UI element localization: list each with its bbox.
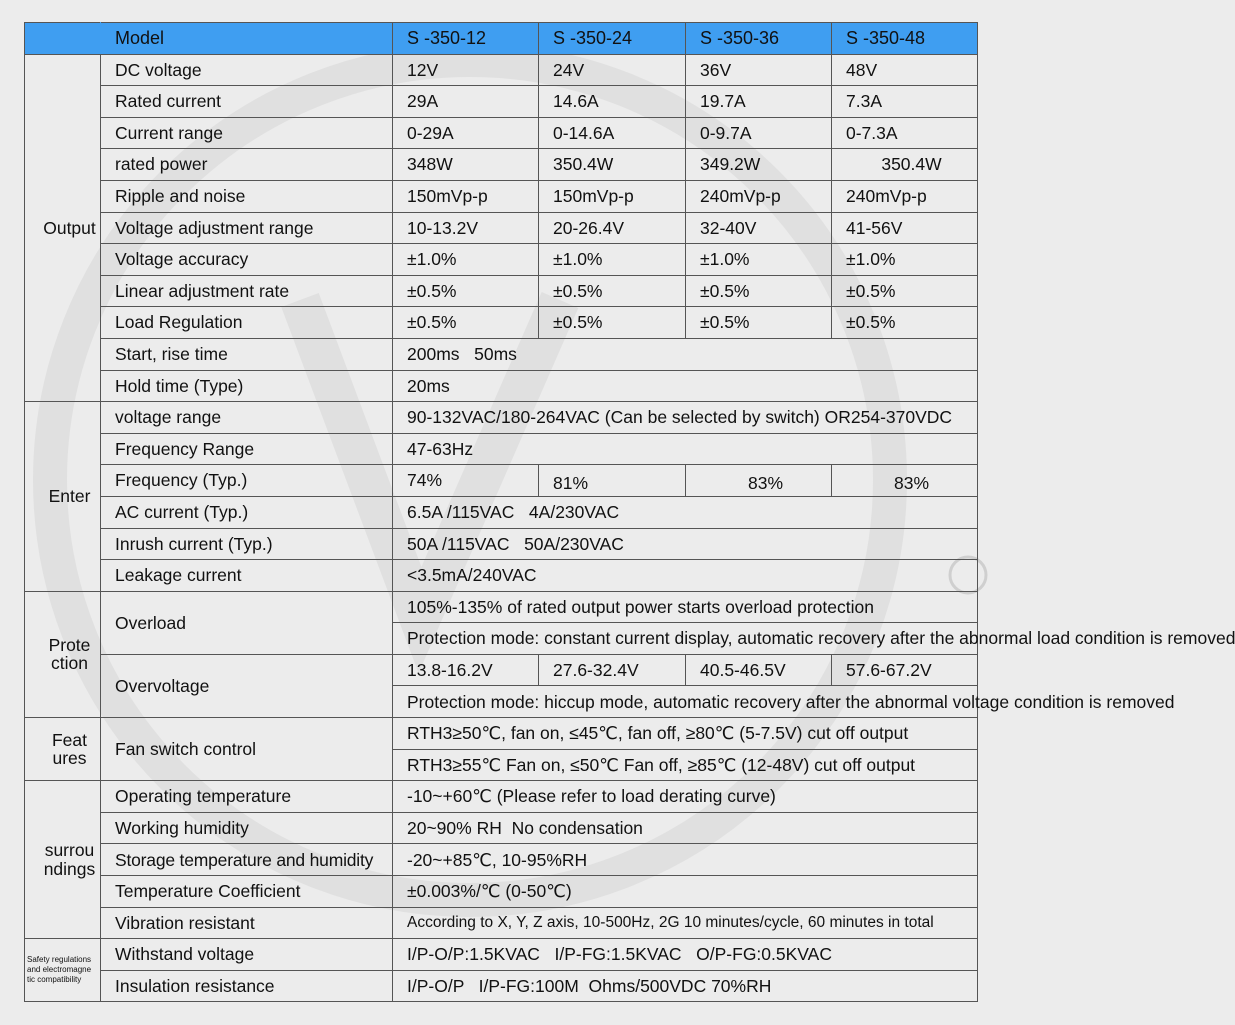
table-row (25, 117, 978, 149)
row-label: Linear adjustment rate (101, 275, 393, 307)
row-label: Load Regulation (101, 307, 393, 339)
table-row (25, 654, 978, 686)
cell-value: 20-26.4V (539, 212, 686, 244)
cell-value: 83% (832, 465, 978, 497)
cell-value: 24V (539, 54, 686, 86)
table-row (25, 907, 978, 939)
category-features (25, 718, 101, 781)
row-label: Start, rise time (101, 338, 393, 370)
cell-value: 10-13.2V (393, 212, 539, 244)
cell-value: ±0.5% (832, 275, 978, 307)
table-row (25, 433, 978, 465)
model-col-3: S -350-36 (686, 23, 832, 55)
cell-value: 32-40V (686, 212, 832, 244)
cell-value: 20ms (393, 370, 978, 402)
cell-value: 0-9.7A (686, 117, 832, 149)
cell-value: 74% (393, 465, 539, 497)
cell-value: 27.6-32.4V (539, 654, 686, 686)
row-label: Overvoltage (101, 654, 393, 717)
table-row (25, 781, 978, 813)
table-row (25, 939, 978, 971)
row-label: Overload (101, 591, 393, 654)
cell-value: 90-132VAC/180-264VAC (Can be selected by switch) OR254-370VDC (393, 402, 978, 434)
table-row (25, 54, 978, 86)
row-label: Voltage adjustment range (101, 212, 393, 244)
table-row (25, 244, 978, 276)
row-label: AC current (Typ.) (101, 496, 393, 528)
cell-value: RTH3≥55℃ Fan on, ≤50℃ Fan off, ≥85℃ (12-48V) cut off output (393, 749, 978, 781)
cell-value: 47-63Hz (393, 433, 978, 465)
cell-value: 7.3A (832, 86, 978, 118)
cell-value: ±0.5% (832, 307, 978, 339)
row-label: DC voltage (101, 54, 393, 86)
cell-value: 57.6-67.2V (832, 654, 978, 686)
cell-value: ±0.5% (686, 307, 832, 339)
category-line: Feat (51, 729, 88, 750)
cell-value: 105%-135% of rated output power starts overload protection (393, 591, 978, 623)
cell-value: ±0.5% (393, 307, 539, 339)
row-label: Frequency Range (101, 433, 393, 465)
cell-value: 13.8-16.2V (393, 654, 539, 686)
cell-value: ±0.003%/℃ (0-50℃) (393, 876, 978, 908)
model-col-2: S -350-24 (539, 23, 686, 55)
cell-value: 349.2W (686, 149, 832, 181)
cell-value: 19.7A (686, 86, 832, 118)
cell-value: 81% (539, 465, 686, 497)
cell-value: 20~90% RH No condensation (393, 812, 978, 844)
cell-value: -10~+60℃ (Please refer to load derating curve) (393, 781, 978, 813)
category-line: tic compatibility (27, 975, 82, 985)
table-row (25, 591, 978, 623)
cell-value: I/P-O/P I/P-FG:100M Ohms/500VDC 70%RH (393, 970, 978, 1002)
row-label: Hold time (Type) (101, 370, 393, 402)
model-col-4: S -350-48 (832, 23, 978, 55)
cell-value: 0-7.3A (832, 117, 978, 149)
table-row (25, 402, 978, 434)
table-row (25, 180, 978, 212)
cell-value: 0-14.6A (539, 117, 686, 149)
model-header: Model (101, 23, 393, 55)
cell-value: ±0.5% (539, 307, 686, 339)
row-label: Current range (101, 117, 393, 149)
cell-value: 350.4W (832, 149, 978, 181)
table-row (25, 970, 978, 1002)
cell-value: 240mVp-p (686, 180, 832, 212)
table-row (25, 528, 978, 560)
table-row (25, 844, 978, 876)
row-label: Operating temperature (101, 781, 393, 813)
category-line: ndings (43, 858, 96, 879)
cell-value: RTH3≥50℃, fan on, ≤45℃, fan off, ≥80℃ (5-7.5V) cut off output (393, 718, 978, 750)
table-row (25, 465, 978, 497)
cell-value: ±0.5% (539, 275, 686, 307)
table-row (25, 876, 978, 908)
table-row (25, 812, 978, 844)
row-label: Vibration resistant (101, 907, 393, 939)
row-label: Rated current (101, 86, 393, 118)
category-line: and electromagne (27, 965, 92, 975)
protection-note: Protection mode: constant current display, automatic recovery after the abnormal load condition is removed (393, 623, 978, 655)
category-line: surrou (44, 840, 95, 861)
row-label: Leakage current (101, 560, 393, 592)
cell-value: 14.6A (539, 86, 686, 118)
row-label: Voltage accuracy (101, 244, 393, 276)
cell-value: -20~+85℃, 10-95%RH (393, 844, 978, 876)
cell-value: 83% (686, 465, 832, 497)
cell-value: ±1.0% (686, 244, 832, 276)
cell-value: 29A (393, 86, 539, 118)
row-label: Fan switch control (101, 718, 393, 781)
model-col-1: S -350-12 (393, 23, 539, 55)
cell-value: 48V (832, 54, 978, 86)
category-line: ction (51, 653, 88, 674)
cell-value: ±1.0% (832, 244, 978, 276)
cell-value: <3.5mA/240VAC (393, 560, 978, 592)
row-label: Insulation resistance (101, 970, 393, 1002)
table-row (25, 370, 978, 402)
protection-note: Protection mode: hiccup mode, automatic recovery after the abnormal voltage condition is removed (393, 686, 978, 718)
row-label: Ripple and noise (101, 180, 393, 212)
header-row (25, 23, 978, 55)
row-label: Inrush current (Typ.) (101, 528, 393, 560)
spec-sheet (24, 22, 1235, 997)
cell-value: 41-56V (832, 212, 978, 244)
category-line: ures (52, 748, 87, 769)
cell-value: 348W (393, 149, 539, 181)
row-label: voltage range (101, 402, 393, 434)
cell-value: ±1.0% (393, 244, 539, 276)
row-label: Temperature Coefficient (101, 876, 393, 908)
category-line: Prote (48, 635, 91, 655)
category-line: Safety regulations (27, 955, 92, 965)
cell-value: 240mVp-p (832, 180, 978, 212)
cell-value: 12V (393, 54, 539, 86)
row-label: Working humidity (101, 812, 393, 844)
cell-value: ±0.5% (686, 275, 832, 307)
cell-value: 150mVp-p (393, 180, 539, 212)
table-row (25, 338, 978, 370)
row-label: Frequency (Typ.) (101, 465, 393, 497)
table-row (25, 86, 978, 118)
category-enter: Enter (25, 402, 101, 592)
cell-value: I/P-O/P:1.5KVAC I/P-FG:1.5KVAC O/P-FG:0.5KVAC (393, 939, 978, 971)
row-label: rated power (101, 149, 393, 181)
cell-value: 6.5A /115VAC 4A/230VAC (393, 496, 978, 528)
row-label: Storage temperature and humidity (101, 844, 393, 876)
cell-value: ±0.5% (393, 275, 539, 307)
table-row (25, 307, 978, 339)
cell-value: 40.5-46.5V (686, 654, 832, 686)
table-row (25, 560, 978, 592)
category-protection (25, 591, 101, 717)
table-row (25, 149, 978, 181)
table-row (25, 718, 978, 750)
cell-value: 150mVp-p (539, 180, 686, 212)
table-row (25, 212, 978, 244)
category-surroundings (25, 781, 101, 939)
cell-value: According to X, Y, Z axis, 10-500Hz, 2G 10 minutes/cycle, 60 minutes in total (393, 907, 978, 939)
table-row (25, 275, 978, 307)
cell-value: 36V (686, 54, 832, 86)
cell-value: 0-29A (393, 117, 539, 149)
spec-table (24, 22, 1235, 1002)
row-label: Withstand voltage (101, 939, 393, 971)
table-row (25, 496, 978, 528)
category-output: Output (25, 54, 101, 402)
cell-value: 350.4W (539, 149, 686, 181)
cell-value: ±1.0% (539, 244, 686, 276)
cell-value: 50A /115VAC 50A/230VAC (393, 528, 978, 560)
category-safety (25, 939, 101, 1002)
cell-value: 200ms 50ms (393, 338, 978, 370)
